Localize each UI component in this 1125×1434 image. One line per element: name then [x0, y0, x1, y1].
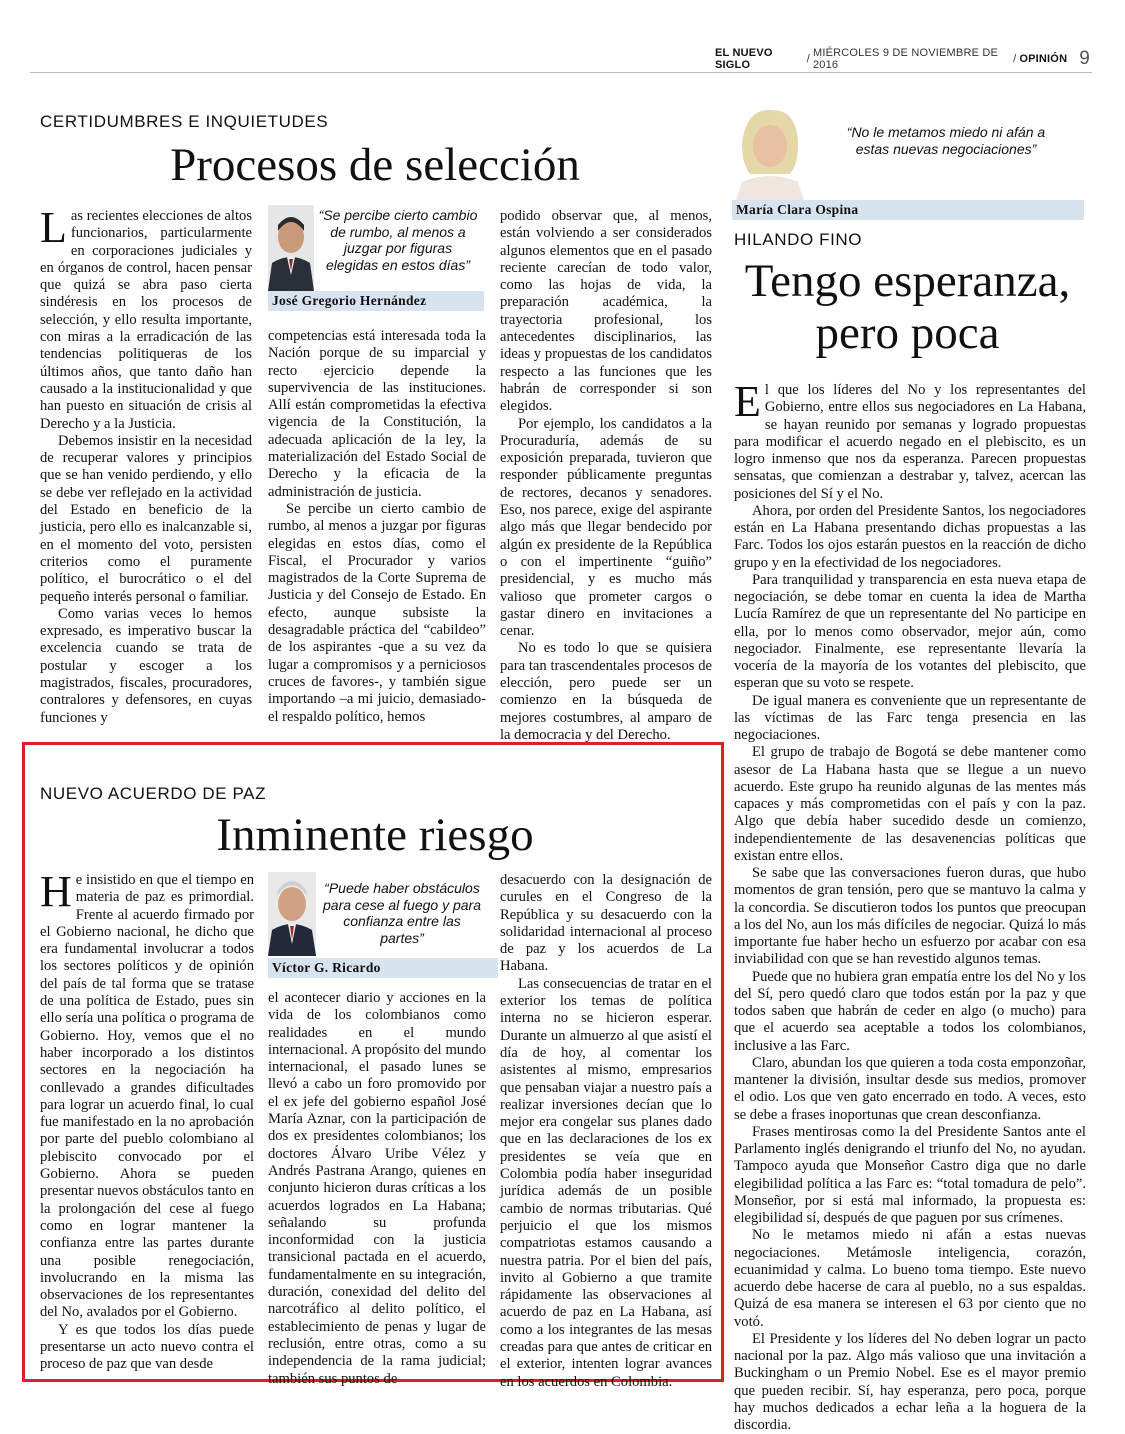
author-byline: María Clara Ospina — [732, 200, 1084, 220]
article1-column-3 — [500, 208, 712, 743]
article1-kicker: CERTIDUMBRES E INQUIETUDES — [40, 112, 329, 131]
page-number: 9 — [1079, 48, 1090, 69]
article3-paragraph: Se sabe que las conversaciones fueron duras, que hubo momentos de gran tensión, pero que se mantuvo la calma y la concordia. Se discutieron todos los puntos que preocupan a los del No, aun los más difíciles de negociar. Quizá lo más importante fue haber hecho un esfuerzo por acabar con esa inviabilidad con que se han revestido algunos temas. — [734, 865, 1086, 968]
article3-title — [730, 256, 1085, 359]
article3-paragraph: No le metamos miedo ni afán a estas nuevas negociaciones. Metámosle inteligencia, corazón, ecuanimidad y calma. Lo bueno toma tiempo. Este nuevo acuerdo debe hacerse de cara al pueblo, no a sus espaldas. Quizá de esa manera se interesen el 63 por ciento que no votó. — [734, 1227, 1086, 1330]
header-divider — [30, 72, 1092, 73]
article2-kicker: NUEVO ACUERDO DE PAZ — [40, 784, 267, 803]
author-portrait-image — [268, 205, 314, 291]
article3-paragraph: Ahora, por orden del Presidente Santos, los negociadores están en La Habana presentando dichas propuestas a las Farc. Todos los ojos estarán puestos en la reacción de dicho grupo y en la efectividad de los negociadores. — [734, 502, 1086, 571]
header-separator: / — [806, 53, 810, 65]
drop-cap: E — [734, 377, 761, 426]
title-line: Tengo esperanza, — [744, 255, 1071, 307]
drop-cap: H — [40, 867, 72, 916]
page-header — [715, 48, 1090, 70]
article2-column-1 — [40, 867, 254, 1373]
article1-paragraph: podido observar que, al menos, están volviendo a ser considerados algunos elementos que en el pasado reciente carecían de todo valor, como las hojas de vida, la preparación académica, la trayectoria profesional, los antecedentes disciplinarios, las ideas y propuestas de los candidatos respecto a las funciones que les habrán de corresponder si son elegidos. — [500, 208, 712, 415]
section-name: OPINIÓN — [1019, 53, 1068, 65]
article1-paragraph: Se percibe un cierto cambio de rumbo, al menos a juzgar por figuras elegidas en estos días, como el Fiscal, el Procurador y varios magistrados de la Corte Suprema de Justicia y del Consejo de Estado. En efecto, aunque subsiste la desagradable práctica del “cabildeo” de los aspirantes -que a su vez da lugar a compromisos y a perniciosos cruces de favores-, y también sigue importando –a mi juicio, demasiado- el respaldo político, hemos — [268, 500, 486, 725]
article3-paragraph: Para tranquilidad y transparencia en esta nueva etapa de negociación, se debe tomar en cuenta la idea de Martha Lucía Ramírez de que un representante del No participe en ella, por lo menos como observador, mejor aún, como negociador. Finalmente, ese representante llevaría la vocería de la mayoría de los votantes del plebiscito, que esperan que su voto se respete. — [734, 571, 1086, 692]
article3-paragraph: El Presidente y los líderes del No deben lograr un pacto nacional por la paz. Algo más valioso que una invitación a Buckingham o un Premio Nobel. Ese es el mayor premio que pueden recibir. Sí, hay esperanza, pero poca, porque hay muchos dedicados a echar leña a la hoguera de la discordia. — [734, 1330, 1086, 1433]
article1-paragraph: Por ejemplo, los candidatos a la Procuraduría, además de su exposición preparada, tuvieron que responder públicamente preguntas de rectores, decanos y senadores. Eso, nos parece, exige del aspirante algo más que llegar bendecido por algún ex presidente de la República o con el impertinente “guiño” presidencial, y es mucho más valioso que prometer cargos o gastar dinero en invitaciones a cenar. — [500, 415, 712, 640]
author-portrait-image — [732, 104, 808, 200]
article1-paragraph: Debemos insistir en la necesidad de recuperar valores y principios que se han venido perdiendo, y ello se debe ver reflejado en la actividad del Estado en beneficio de la justicia, pero ello es inalcanzable si, en el momento del voto, persisten criterios como el puramente político, el burocrático o el del pequeño interés personal o familiar. — [40, 432, 252, 605]
article1-pullquote — [268, 205, 484, 311]
author-byline: José Gregorio Hernández — [268, 291, 484, 311]
article3-pullquote — [732, 104, 1084, 220]
author-portrait-image — [268, 872, 316, 956]
article3-paragraph: El que los líderes del No y los representantes del Gobierno, entre ellos sus negociadores en La Habana, se hayan reunido por semanas y logrado propuestas para modificar el acuerdo negado en el plebiscito, es un logro inmenso que nos da esperanza. Parecen propuestas sensatas, que comienzan a destrabar y, talvez, acercan las posiciones del Sí y el No. — [734, 377, 1086, 502]
article1-paragraph: Las recientes elecciones de altos funcionarios, particularmente en corporaciones judiciales y en órganos de control, hacen pensar que quizá se abra paso cierta sindéresis en los procesos de selección, y ello resulta importante, con miras a la erradicación de las tendencias politiqueras de los últimos años, que tanto daño han causado a la institucionalidad y que han puesto en situación de crisis al Derecho y a la Justicia. — [40, 203, 252, 432]
pullquote-text: “No le metamos miedo ni afán a estas nuevas negociaciones” — [846, 124, 1046, 157]
article1-paragraph: No es todo lo que se quisiera para tan trascendentales procesos de elección, pero puede ser un comienzo en la búsqueda de mejores costumbres, al amparo de la democracia y del Derecho. — [500, 640, 712, 743]
article1-paragraph: Como varias veces lo hemos expresado, es imperativo buscar la excelencia cuando se trata de postular y escoger a los magistrados, fiscales, procuradores, contralores y defensores, en cuyas funciones y — [40, 605, 252, 726]
article2-column-3 — [500, 872, 712, 1390]
pullquote-text: “Puede haber obstáculos para cese al fuego y para confianza entre las partes” — [323, 880, 481, 946]
drop-cap: L — [40, 203, 67, 252]
article3-paragraph: Frases mentirosas como la del Presidente Santos ante el Parlamento inglés denigrando el triunfo del No, no ayudan. Tampoco ayuda que Monseñor Castro diga que no darle elegibilidad política a las Farc es: “total tomadura de pelo”. Monseñor, por si está mal informado, la propuesta es: elegibilidad sí, después de que paguen por sus crímenes. — [734, 1123, 1086, 1226]
author-photo — [732, 104, 808, 200]
title-line: pero poca — [815, 306, 1000, 359]
article1-title: Procesos de selección — [170, 139, 580, 191]
article3-paragraph: El grupo de trabajo de Bogotá se debe mantener como asesor de La Habana hasta que se llegue a un nuevo acuerdo. Este grupo ha reunido algunas de las mentes más capaces y más comprometidas con el país y con la paz. Algo que debía haber sucedido desde un comienzo, independientemente de las desavenencias políticas que existan entre ellos. — [734, 744, 1086, 864]
author-byline: Víctor G. Ricardo — [268, 958, 498, 978]
article1-column-1 — [40, 203, 252, 726]
article3-kicker: HILANDO FINO — [734, 230, 863, 249]
article3-column — [734, 377, 1086, 1433]
article1-paragraph: competencias está interesada toda la Nación porque de su imparcial y recto ejercicio depende la supervivencia de las instituciones. Allí están comprometidas la efectiva vigencia de la Constitución, la adecuada aplicación de la ley, la materialización del Estado Social de Derecho y la eficacia de la administración de justicia. — [268, 328, 486, 500]
author-photo — [268, 205, 314, 291]
article2-paragraph: Y es que todos los días puede presentarse un acto nuevo contra el proceso de paz que van desde — [40, 1321, 254, 1373]
pullquote-text: “Se percibe cierto cambio de rumbo, al menos a juzgar por figuras elegidas en estos días” — [318, 207, 478, 273]
article2-paragraph: el acontecer diario y acciones en la vida de los colombianos como realidades en el mundo internacional. A propósito del mundo internacional, el pasado lunes se llevó a cabo un foro promovido por el ex jefe del gobierno español José María Aznar, con la participación de dos ex presidentes colombianos; los doctores Álvaro Uribe Vélez y Andrés Pastrana Arango, quienes en conjunto hicieron duras críticas a los acuerdos logrados en La Habana; señalando su profunda inconformidad con la justicia transicional pactada en el acuerdo, fundamentalmente en su integración, duración, conexidad del delito del narcotráfico al delito político, el establecimiento de penas y lugar de reclusión, entre otras, como a su independencia de la rama judicial; también sus puntos de — [268, 990, 486, 1387]
article2-paragraph: He insistido en que el tiempo en materia de paz es primordial. Frente al acuerdo firmado por el Gobierno nacional, he dicho que era fundamental involucrar a todos los sectores políticos y de opinión del país de tal forma que se tratase de una política de Estado, pues sin ello sería una política o programa de Gobierno. Hoy, vemos que el no haber incorporado a los distintos sectores en la negociación ha conllevado a grandes dificultades para lograr un acuerdo final, lo cual fue manifestado en la no aprobación por parte del pueblo colombiano al plebiscito convocado por el Gobierno. Ahora se pueden presentar nuevos obstáculos tanto en la prolongación del cese al fuego como en lograr mantener la confianza entre las partes durante una posible renegociación, involucrando en la misma las observaciones de los representantes del No, avalados por el Gobierno. — [40, 867, 254, 1321]
article2-pullquote — [268, 872, 486, 976]
article2-paragraph: Las consecuencias de tratar en el exterior los temas de política interna no se hicieron esperar. Durante un almuerzo al que asistí el día de hoy, al comentar los asistentes al mismo, empresarios que pensaban viajar a nuestro país a realizar inversiones decían que lo mejor era congelar sus planes dado que en las declaraciones de los ex presidentes se veía que en Colombia podía haber inseguridad jurídica además de un posible cambio de normas tributarias. Qué perjuicio el que los mismos compatriotas estamos causando a nuestra patria. Por el bien del país, invito al Gobierno a que tramite rápidamente las observaciones al acuerdo de paz en La Habana, así como a los integrantes de las mesas creadas para que antes de criticar en el exterior, intenten lograr avances en los acuerdos en Colombia. — [500, 975, 712, 1390]
article2-column-2 — [268, 990, 486, 1387]
article3-paragraph: De igual manera es conveniente que un representante de las víctimas de las Farc tenga presencia en las negociaciones. — [734, 692, 1086, 743]
article2-paragraph: desacuerdo con la designación de curules en el Congreso de la República y su desacuerdo con la solidaridad internacional al proceso de paz y los acuerdos de La Habana. — [500, 872, 712, 975]
header-separator: / — [1013, 53, 1017, 65]
edition-date: MIÉRCOLES 9 DE NOVIEMBRE DE 2016 — [812, 47, 999, 71]
article1-column-2 — [268, 328, 486, 723]
newspaper-name: EL NUEVO SIGLO — [715, 47, 773, 71]
author-photo — [268, 872, 316, 956]
article3-paragraph: Claro, abundan los que quieren a toda costa emponzoñar, mantener la división, insultar desde sus medios, promover el odio. Los que ven gato encerrado en todo. A veces, esto se debe a frases inoportunas que crean desconfianza. — [734, 1054, 1086, 1123]
article2-title: Inminente riesgo — [216, 809, 534, 861]
article3-paragraph: Puede que no hubiera gran empatía entre los del No y los del Sí, pero quedó claro que todos están por la paz y que todos saben que habrán de ceder en algo (o mucho) para que el acuerdo sea aceptable a todos los colombianos, inclusive a las Farc. — [734, 968, 1086, 1054]
